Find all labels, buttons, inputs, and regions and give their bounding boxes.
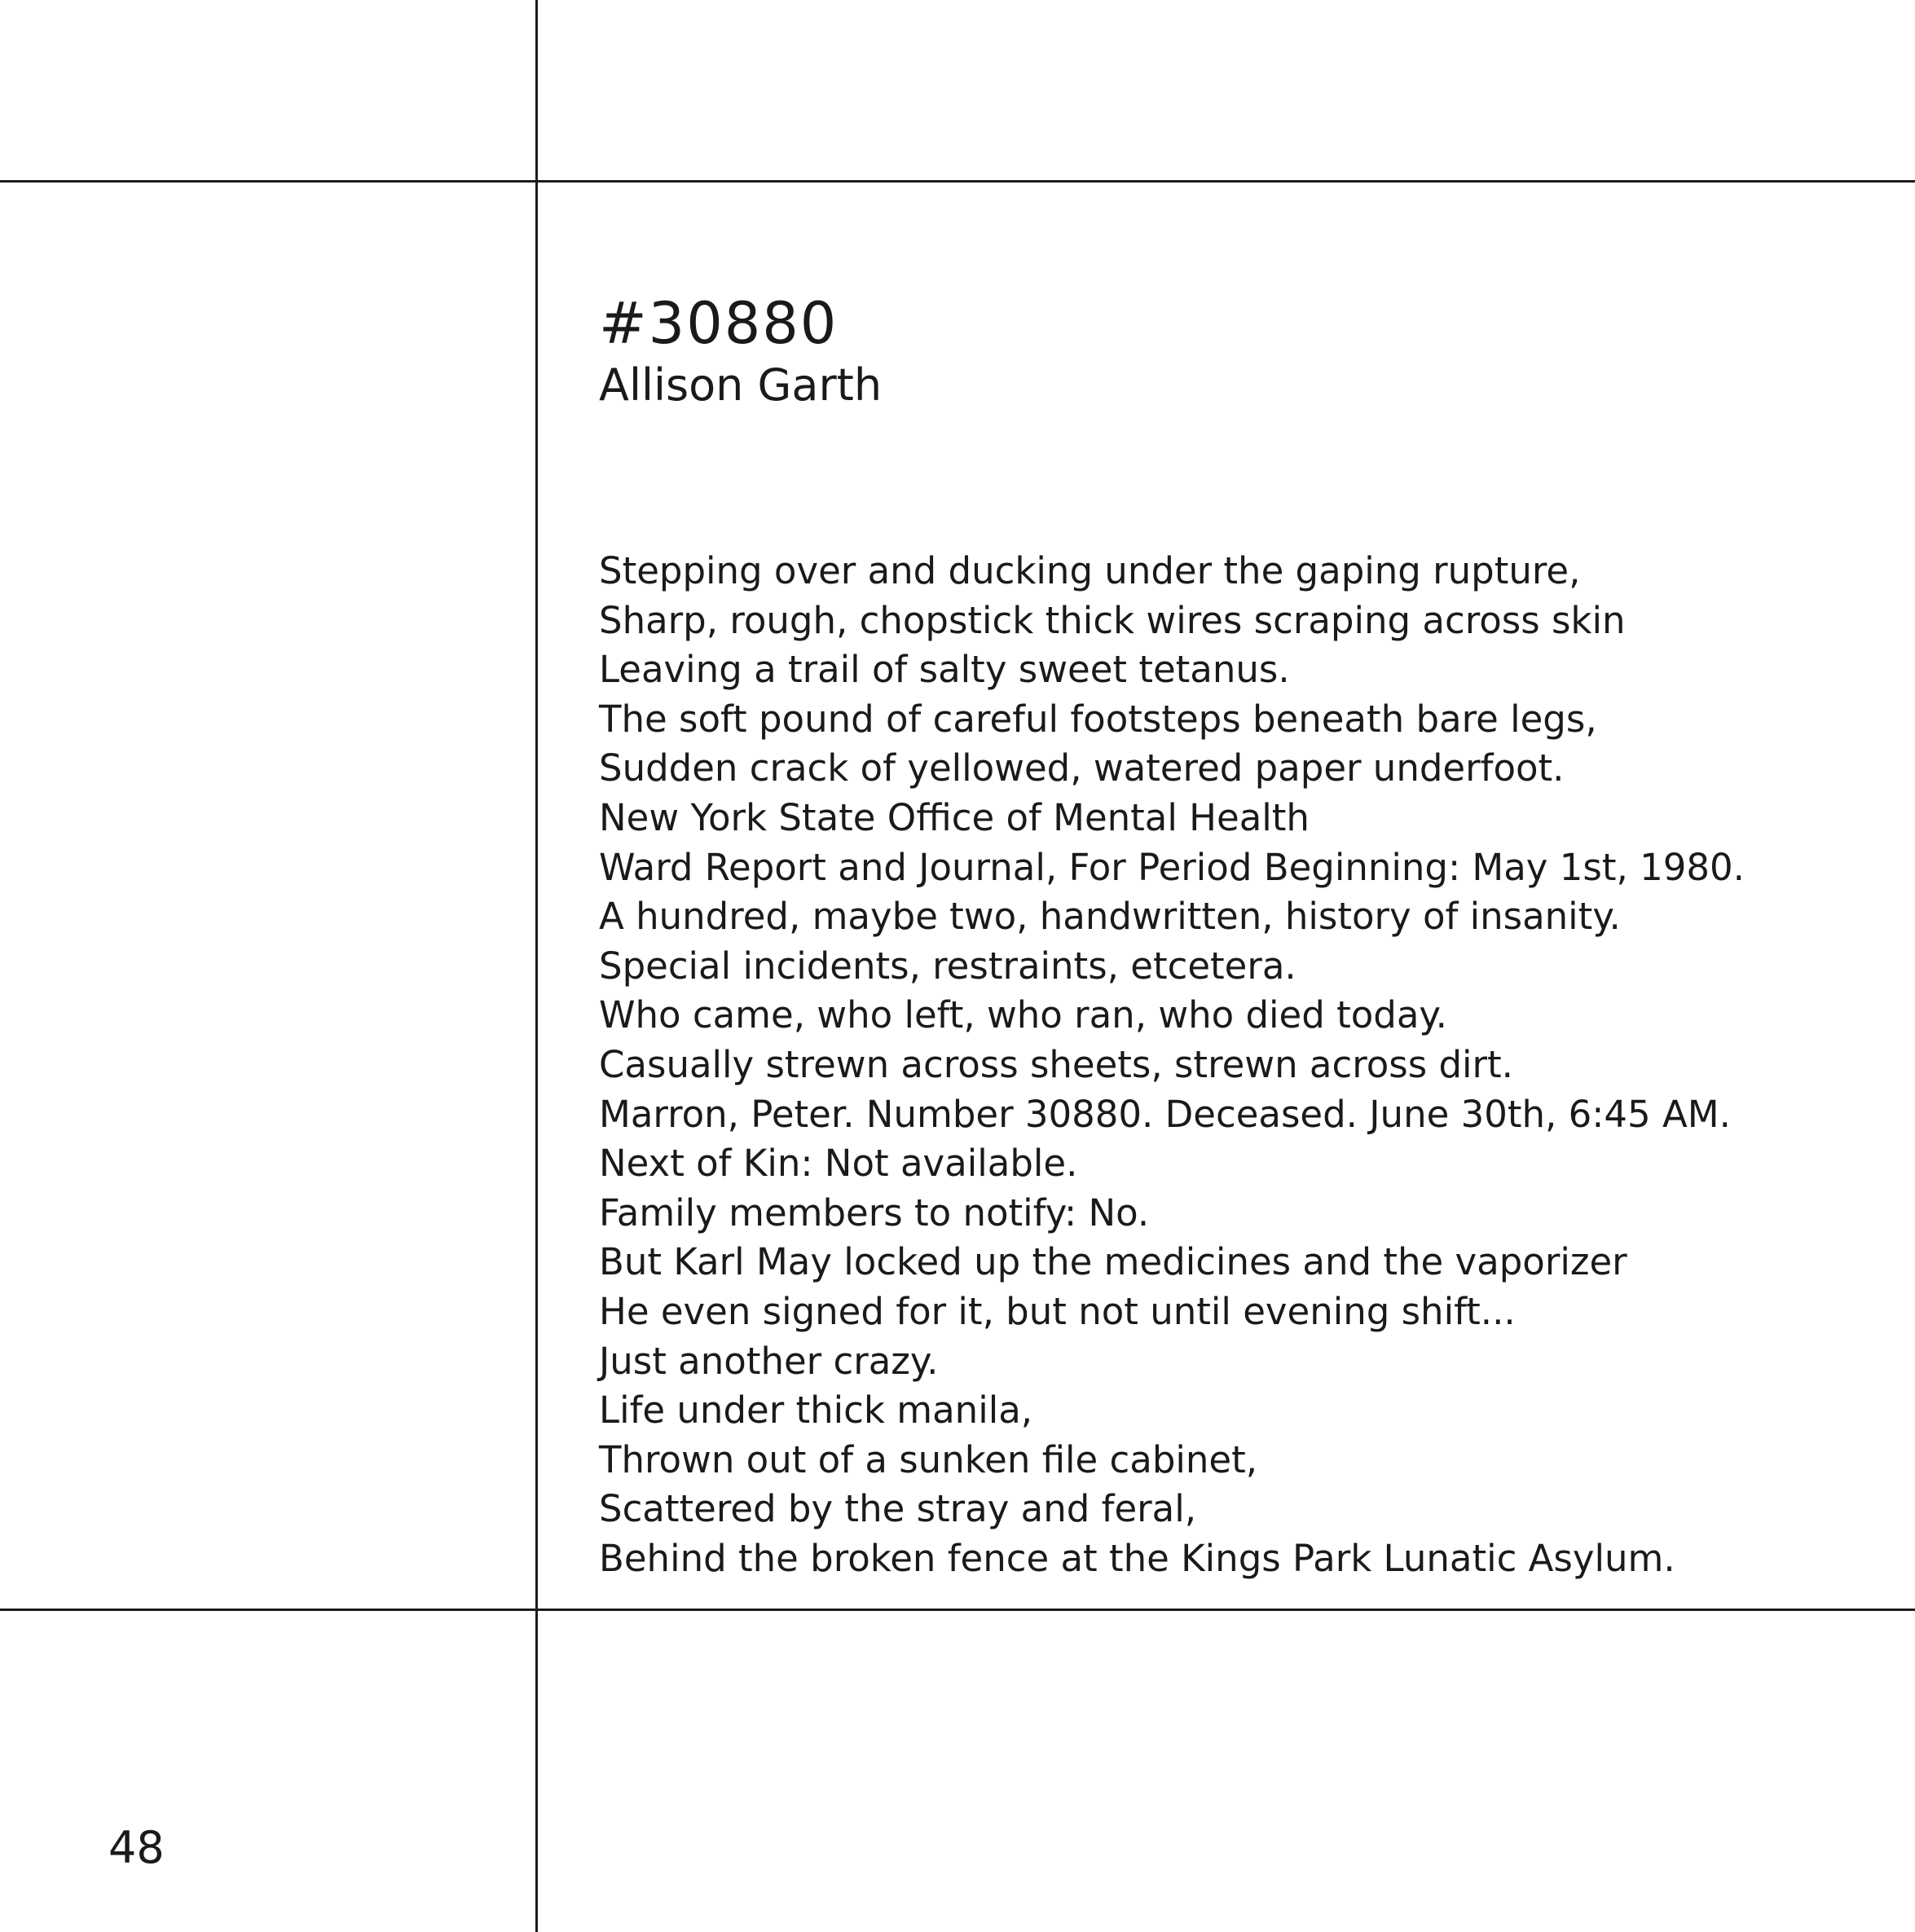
poem-title-number: #30880 <box>599 290 839 357</box>
top-grid-rule <box>0 180 1915 183</box>
poem-line: He even signed for it, but not until evening shift... <box>599 1289 1516 1333</box>
poem-line: Marron, Peter. Number 30880. Deceased. June 30th, 6:45 AM. <box>599 1092 1731 1136</box>
poem-line: A hundred, maybe two, handwritten, history of insanity. <box>599 895 1621 939</box>
page-number: 48 <box>108 1822 165 1873</box>
poem-block <box>599 289 1870 1583</box>
poem-line: Next of Kin: Not available. <box>599 1142 1078 1186</box>
poem-line: Life under thick manila, <box>599 1388 1033 1432</box>
poem-line: Leaving a trail of salty sweet tetanus. <box>599 648 1290 692</box>
poem-line: Ward Report and Journal, For Period Beginning: May 1st, 1980. <box>599 845 1745 889</box>
poem-line: The soft pound of careful footsteps beneath bare legs, <box>599 697 1597 741</box>
poem-line: Behind the broken fence at the Kings Park Lunatic Asylum. <box>599 1536 1675 1580</box>
poem-line: Sudden crack of yellowed, watered paper underfoot. <box>599 746 1565 790</box>
poem-line: New York State Office of Mental Health <box>599 795 1310 839</box>
poem-line: Thrown out of a sunken file cabinet, <box>599 1437 1258 1481</box>
vertical-grid-rule <box>535 0 538 1932</box>
poem-author: Allison Garth <box>599 359 883 411</box>
poem-lines <box>599 547 1870 1583</box>
poem-line: Who came, who left, who ran, who died today. <box>599 993 1447 1037</box>
poem-line: Stepping over and ducking under the gaping rupture, <box>599 549 1581 592</box>
poem-line: Scattered by the stray and feral, <box>599 1487 1197 1531</box>
poem-line: But Karl May locked up the medicines and the vaporizer <box>599 1240 1627 1284</box>
bottom-grid-rule <box>0 1609 1915 1611</box>
poem-line: Just another crazy. <box>599 1339 939 1383</box>
poem-line: Casually strewn across sheets, strewn across dirt. <box>599 1042 1513 1086</box>
poem-line: Special incidents, restraints, etcetera. <box>599 944 1296 988</box>
poem-line: Family members to notify: No. <box>599 1190 1150 1234</box>
poem-line: Sharp, rough, chopstick thick wires scraping across skin <box>599 598 1626 642</box>
